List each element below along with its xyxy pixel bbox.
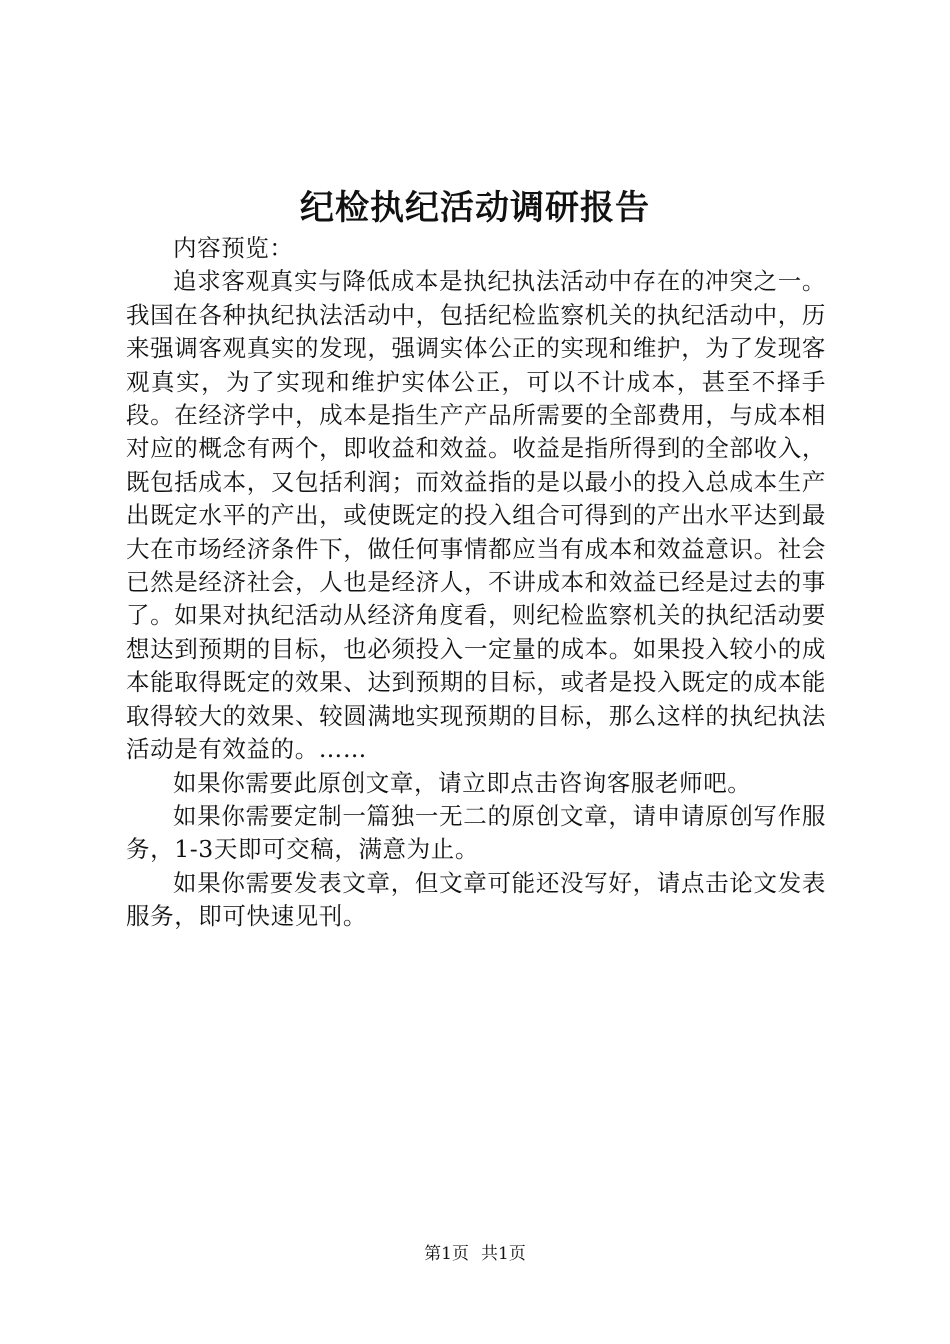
page-footer <box>0 1242 950 1266</box>
publication-service-paragraph: 如果你需要发表文章，但文章可能还没写好，请点击论文发表服务，即可快速见刊。 <box>126 868 826 931</box>
custom-writing-paragraph: 如果你需要定制一篇独一无二的原创文章，请申请原创写作服务，1-3天即可交稿，满意为止。 <box>126 801 826 864</box>
preview-paragraph: 追求客观真实与降低成本是执纪执法活动中存在的冲突之一。我国在各种执纪执法活动中，包括纪检监察机关的执纪活动中，历来强调客观真实的发现，强调实体公正的实现和维护，为了发现客观真实，为了实现和维护实体公正，可以不计成本，甚至不择手段。在经济学中，成本是指生产产品所需要的全部费用，与成本相对应的概念有两个，即收益和效益。收益是指所得到的全部收入，既包括成本，又包括利润；而效益指的是以最小的投入总成本生产出既定水平的产出，或使既定的投入组合可得到的产出水平达到最大在市场经济条件下，做任何事情都应当有成本和效益意识。社会已然是经济社会，人也是经济人，不讲成本和效益已经是过去的事了。如果对执纪活动从经济角度看，则纪检监察机关的执纪活动要想达到预期的目标，也必须投入一定量的成本。如果投入较小的成本能取得既定的效果、达到预期的目标，或者是投入既定的成本能取得较大的效果、较圆满地实现预期的目标，那么这样的执纪执法活动是有效益的。…… <box>126 267 826 764</box>
preview-label: 内容预览： <box>173 234 294 262</box>
consult-service-paragraph: 如果你需要此原创文章，请立即点击咨询客服老师吧。 <box>173 768 752 797</box>
document-body <box>126 232 826 934</box>
current-page-number: 第1页 <box>424 1244 469 1264</box>
document-title: 纪检执纪活动调研报告 <box>300 188 650 228</box>
total-page-count: 共1页 <box>481 1244 526 1264</box>
